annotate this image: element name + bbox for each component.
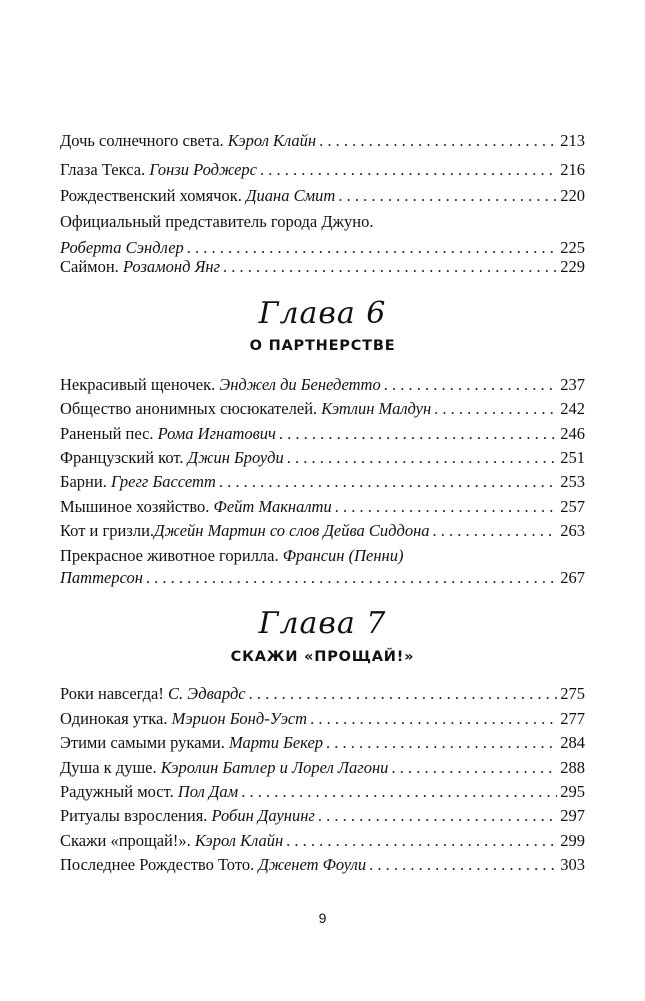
page-number: 9 bbox=[318, 910, 327, 926]
entry-title: Этими самыми руками. bbox=[60, 733, 225, 752]
entry-title: Скажи «прощай!». bbox=[60, 831, 191, 850]
entry-title: Общество анонимных сюсюкателей. bbox=[60, 399, 318, 418]
toc-entry bbox=[60, 130, 585, 152]
entry-author: С. Эдвардс bbox=[167, 684, 246, 703]
entry-author: Кэрол Клайн bbox=[227, 131, 317, 150]
toc-entry bbox=[60, 159, 585, 181]
entry-author: Кэтлин Малдун bbox=[321, 399, 432, 418]
entry-title: Радужный мост. bbox=[60, 782, 174, 801]
entry-page: 220 bbox=[560, 186, 585, 205]
entry-title: Некрасивый щеночек. bbox=[60, 375, 216, 394]
toc-entry bbox=[60, 256, 585, 278]
toc-entry bbox=[60, 398, 585, 420]
entry-title: Ритуалы взросления. bbox=[60, 806, 208, 825]
toc-entry bbox=[60, 471, 585, 493]
entry-page: 251 bbox=[560, 448, 585, 467]
entry-author: Розамонд Янг bbox=[122, 257, 221, 276]
entry-page: 253 bbox=[560, 472, 585, 491]
toc-entry bbox=[60, 805, 585, 827]
entry-author: Грегг Бассетт bbox=[110, 472, 216, 491]
entry-page: 216 bbox=[560, 160, 585, 179]
entry-page: 237 bbox=[560, 375, 585, 394]
entry-page: 225 bbox=[560, 238, 585, 257]
toc-page bbox=[60, 0, 585, 1001]
entry-author: Кэролин Батлер и Лорел Лагони bbox=[160, 758, 389, 777]
entry-page: 213 bbox=[560, 131, 585, 150]
entry-title: Барни. bbox=[60, 472, 107, 491]
entry-title: Саймон. bbox=[60, 257, 119, 276]
entry-author: Франсин (Пенни) bbox=[282, 546, 404, 565]
entry-title: Раненый пес. bbox=[60, 424, 154, 443]
toc-entry bbox=[60, 423, 585, 445]
entry-page: 277 bbox=[560, 709, 585, 728]
entry-author: Кэрол Клайн bbox=[194, 831, 284, 850]
entry-page: 303 bbox=[560, 855, 585, 874]
toc-entry bbox=[60, 374, 585, 396]
entry-author: Фейт Макналти bbox=[213, 497, 332, 516]
toc-entry bbox=[60, 545, 585, 589]
entry-page: 295 bbox=[560, 782, 585, 801]
entry-author: Дженет Фоули bbox=[258, 855, 367, 874]
toc-entry bbox=[60, 854, 585, 876]
toc-entry bbox=[60, 757, 585, 779]
entry-author: Диана Смит bbox=[246, 186, 336, 205]
entry-author: Мэрион Бонд-Уэст bbox=[171, 709, 308, 728]
entry-author: Паттерсон bbox=[60, 568, 143, 587]
entry-title: Душа к душе. bbox=[60, 758, 157, 777]
entry-title: Последнее Рождество Тото. bbox=[60, 855, 255, 874]
entry-author: Джин Броуди bbox=[187, 448, 284, 467]
entry-title: Рождественский хомячок. bbox=[60, 186, 242, 205]
entry-page: 297 bbox=[560, 806, 585, 825]
chapter-heading: Глава 6 bbox=[258, 296, 387, 331]
toc-entry bbox=[60, 732, 585, 754]
entry-author: Рома Игнатович bbox=[157, 424, 276, 443]
entry-title: Французский кот. bbox=[60, 448, 184, 467]
entry-title: Мышиное хозяйство. bbox=[60, 497, 210, 516]
chapter-title: О ПАРТНЕРСТВЕ bbox=[249, 338, 396, 354]
toc-entry bbox=[60, 447, 585, 469]
entry-page: 246 bbox=[560, 424, 585, 443]
entry-title: Кот и гризли. bbox=[60, 521, 155, 540]
entry-author: Джейн Мартин со слов Дейва Сиддона bbox=[154, 521, 430, 540]
entry-page: 288 bbox=[560, 758, 585, 777]
toc-entry bbox=[60, 683, 585, 705]
entry-page: 299 bbox=[560, 831, 585, 850]
chapter-heading: Глава 7 bbox=[258, 606, 387, 641]
entry-title: Прекрасное животное горилла. bbox=[60, 546, 279, 565]
entry-author: Роберта Сэндлер bbox=[60, 238, 184, 257]
entry-author: Робин Даунинг bbox=[211, 806, 315, 825]
entry-page: 257 bbox=[560, 497, 585, 516]
entry-page: 275 bbox=[560, 684, 585, 703]
entry-title: Дочь солнечного света. bbox=[60, 131, 224, 150]
entry-title: Одинокая утка. bbox=[60, 709, 168, 728]
toc-entry bbox=[60, 708, 585, 730]
entry-title: Официальный представитель города Джуно. bbox=[60, 212, 374, 231]
toc-entry bbox=[60, 185, 585, 207]
toc-entry bbox=[60, 520, 585, 542]
toc-entry bbox=[60, 781, 585, 803]
entry-page: 284 bbox=[560, 733, 585, 752]
entry-title: Роки навсегда! bbox=[60, 684, 164, 703]
chapter-title: СКАЖИ «ПРОЩАЙ!» bbox=[230, 649, 415, 665]
toc-entry bbox=[60, 830, 585, 852]
entry-title: Глаза Текса. bbox=[60, 160, 146, 179]
toc-entry bbox=[60, 496, 585, 518]
entry-author: Энджел ди Бенедетто bbox=[219, 375, 381, 394]
entry-page: 229 bbox=[560, 257, 585, 276]
entry-author: Пол Дам bbox=[177, 782, 239, 801]
entry-page: 242 bbox=[560, 399, 585, 418]
toc-entry bbox=[60, 211, 585, 259]
entry-author: Марти Бекер bbox=[229, 733, 324, 752]
entry-page: 267 bbox=[560, 568, 585, 587]
entry-page: 263 bbox=[560, 521, 585, 540]
entry-author: Гонзи Роджерс bbox=[149, 160, 257, 179]
